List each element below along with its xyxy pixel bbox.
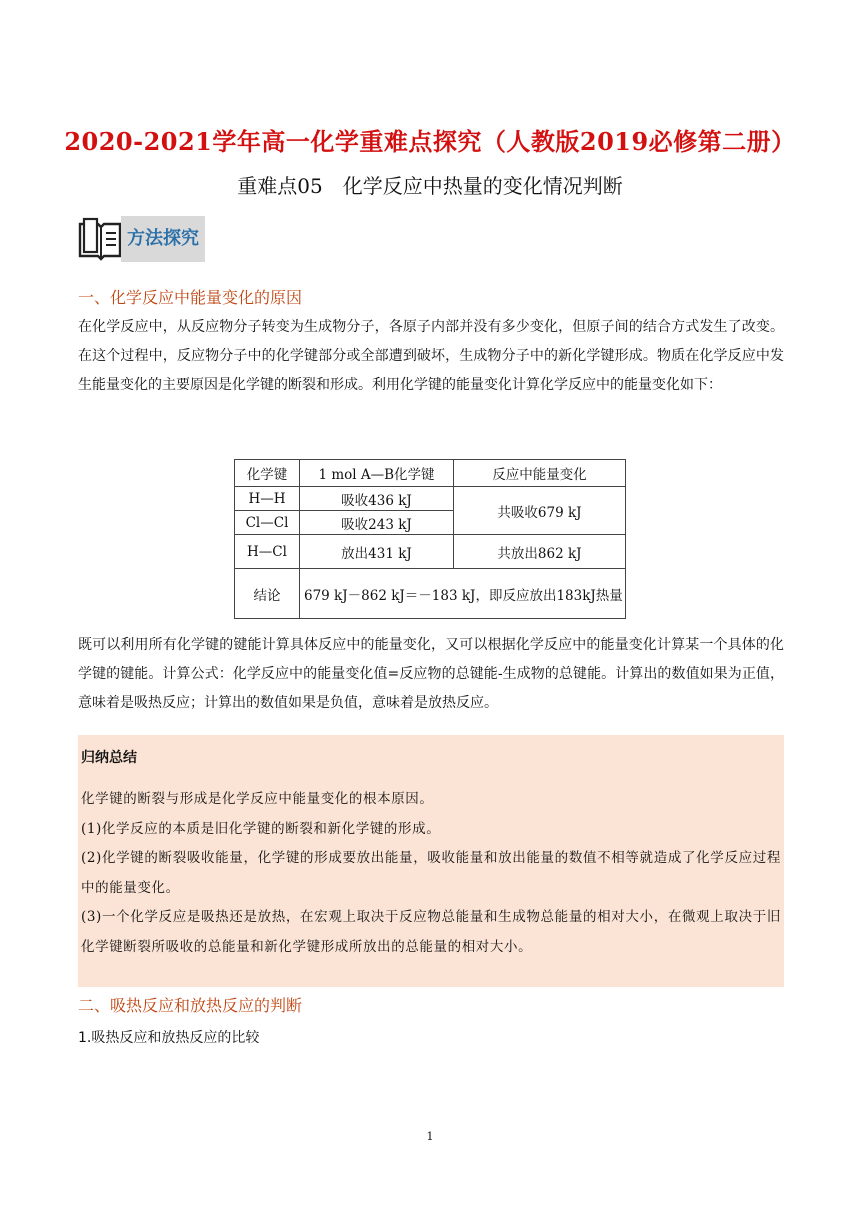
summary-line: (1)化学反应的本质是旧化学键的断裂和新化学键的形成。 (81, 820, 441, 837)
page-number: 1 (426, 1130, 434, 1143)
bond-cell: Cl—Cl (235, 511, 300, 535)
formula-paragraph: 既可以利用所有化学键的键能计算具体反应中的能量变化，又可以根据化学反应中的能量变化计算某一个具体的化学键的键能。计算公式：化学反应中的能量变化值=反应物的总键能-生成物的总键能。计算出的数值如果为正值，意味着是吸热反应；计算出的数值如果是负值，意味着是放热反应。 (78, 637, 784, 711)
document-subtitle: 重难点05 化学反应中热量的变化情况判断 (237, 174, 623, 198)
summary-line: (2)化学键的断裂吸收能量，化学键的形成要放出能量，吸收能量和放出能量的数值不相等就造成了化学反应过程中的能量变化。 (81, 850, 781, 896)
summary-line: 化学键的断裂与形成是化学反应中能量变化的根本原因。 (81, 791, 434, 807)
absorb-total-cell: 共吸收679 kJ (454, 487, 626, 535)
conclusion-label-cell: 结论 (235, 569, 300, 619)
subsection-heading: 1.吸热反应和放热反应的比较 (78, 1030, 260, 1046)
energy-cell: 放出431 kJ (300, 535, 454, 569)
table-header: 1 mol A—B化学键 (300, 460, 454, 487)
intro-paragraph: 在化学反应中，从反应物分子转变为生成物分子，各原子内部并没有多少变化，但原子间的结合方式发生了改变。在这个过程中，反应物分子中的化学键部分或全部遭到破坏，生成物分子中的新化学键形成。物质在化学反应中发生能量变化的主要原因是化学键的断裂和形成。利用化学键的能量变化计算化学反应中的能量变化如下： (78, 319, 784, 393)
summary-line: (3)一个化学反应是吸热还是放热，在宏观上取决于反应物总能量和生成物总能量的相对大小，在微观上取决于旧化学键断裂所吸收的总能量和新化学键形成所放出的总能量的相对大小。 (81, 909, 781, 955)
banner-label: 方法探究 (121, 216, 205, 262)
bond-cell: H—Cl (235, 535, 300, 569)
section-heading-2: 二、吸热反应和放热反应的判断 (78, 996, 303, 1015)
section-heading-1: 一、化学反应中能量变化的原因 (78, 288, 303, 307)
bond-cell: H—H (235, 487, 300, 511)
method-banner (77, 216, 205, 262)
summary-title: 归纳总结 (81, 750, 137, 766)
bond-energy-table (234, 459, 626, 619)
table-header: 反应中能量变化 (454, 460, 626, 487)
energy-cell: 吸收243 kJ (300, 511, 454, 535)
table-header: 化学键 (235, 460, 300, 487)
summary-body (81, 785, 781, 962)
release-total-cell: 共放出862 kJ (454, 535, 626, 569)
summary-box (78, 735, 784, 987)
document-title: 2020-2021学年高一化学重难点探究（人教版2019必修第二册） (64, 127, 796, 156)
energy-cell: 吸收436 kJ (300, 487, 454, 511)
book-icon (77, 216, 123, 262)
conclusion-cell: 679 kJ－862 kJ＝－183 kJ，即反应放出183kJ热量 (300, 569, 626, 619)
